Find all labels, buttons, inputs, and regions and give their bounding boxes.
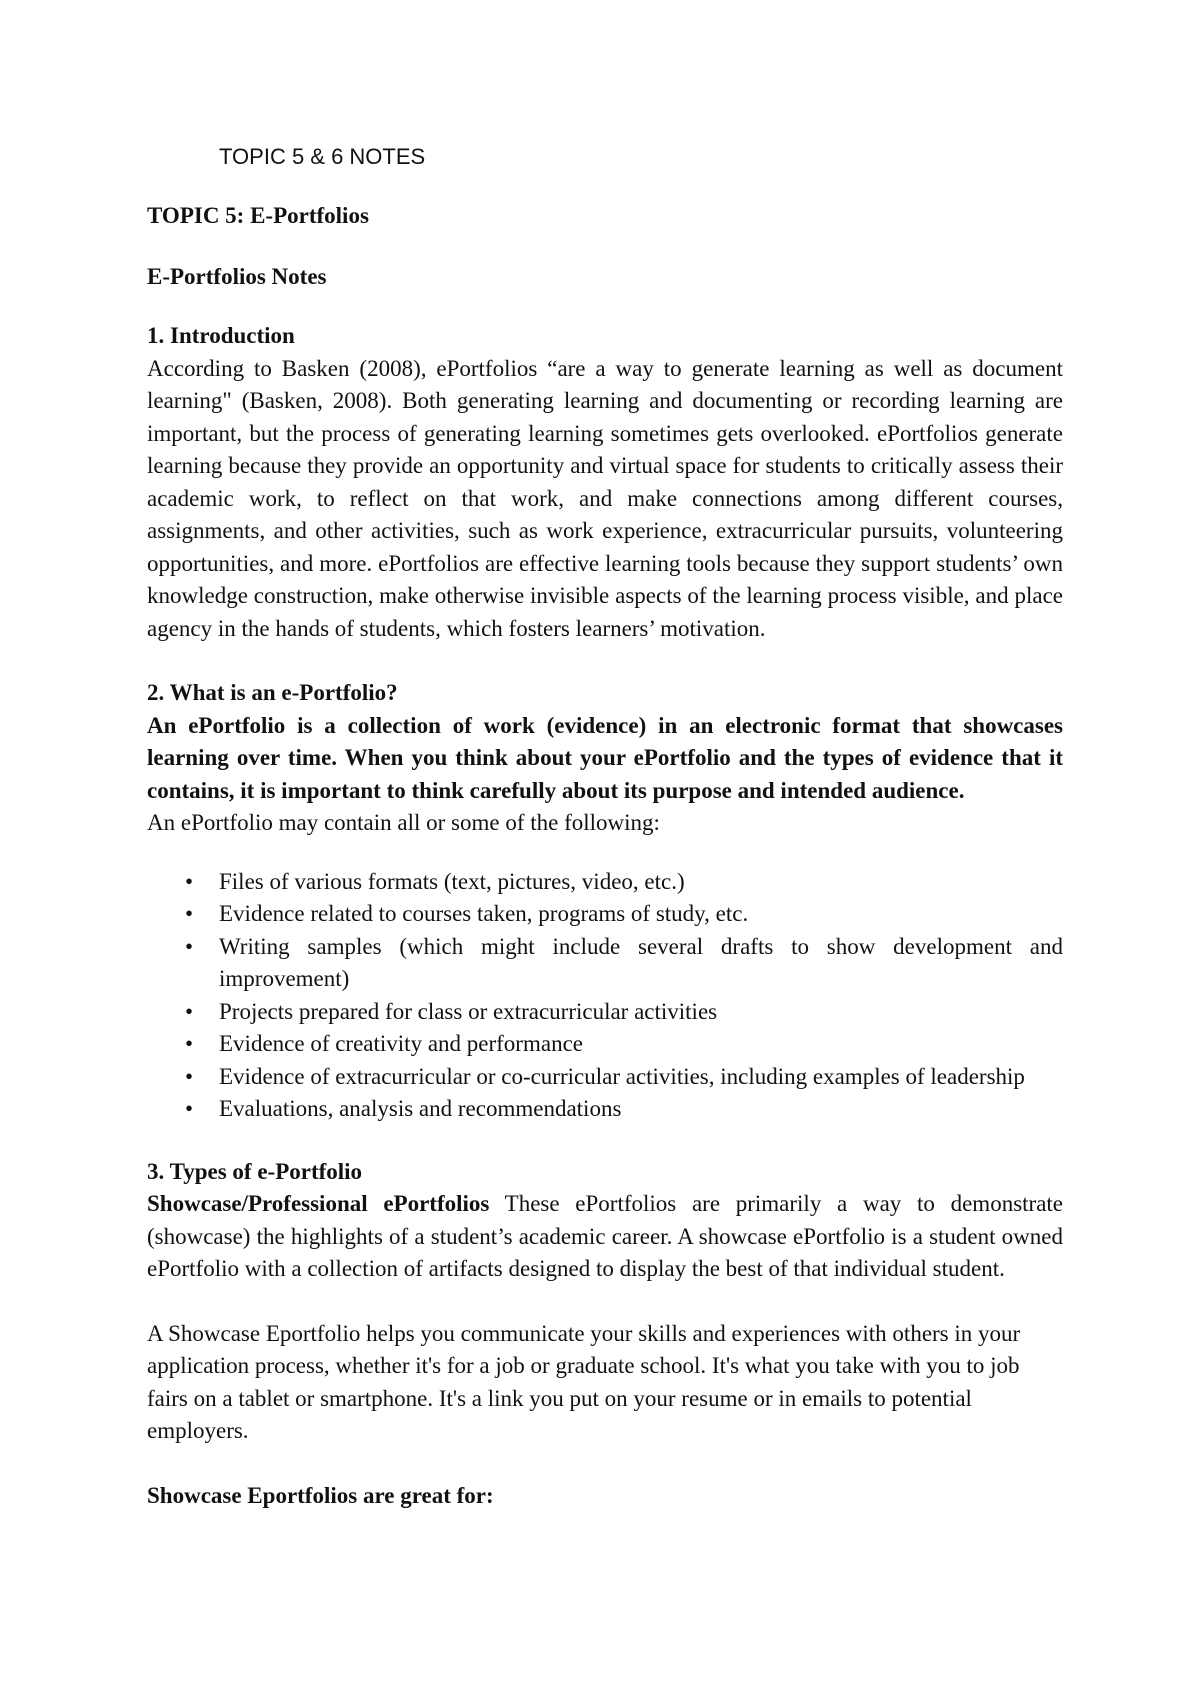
list-item-text: Files of various formats (text, pictures, video, etc.) <box>219 868 685 894</box>
bullet-icon: • <box>185 1096 194 1121</box>
contents-intro: An ePortfolio may contain all or some of the following: <box>147 810 660 835</box>
list-item-text: Evidence of creativity and performance <box>219 1031 583 1056</box>
list-item-text: Evidence related to courses taken, programs of study, etc. <box>219 901 749 926</box>
bullet-icon: • <box>185 998 194 1024</box>
list-item <box>147 1028 1063 1061</box>
bullet-icon: • <box>185 1031 194 1056</box>
document-content <box>147 142 1063 1512</box>
showcase-great-for-heading: Showcase Eportfolios are great for: <box>147 1482 494 1508</box>
list-item-text: Evidence of extracurricular or co-curricular activities, including examples of leadership <box>219 1063 1025 1089</box>
list-item <box>147 931 1063 996</box>
list-item <box>147 866 1063 899</box>
definition-paragraph: An ePortfolio is a collection of work (evidence) in an electronic format that showcases learning over time. When you think about your ePortfolio and the types of evidence that it contains, it is important to think carefully about its purpose and intended audience. <box>147 712 1063 803</box>
showcase-label: Showcase/Professional ePortfolios <box>147 1191 490 1216</box>
list-item <box>147 996 1063 1029</box>
list-item-text: Writing samples (which might include several drafts to show development and improvement) <box>219 933 1063 991</box>
section-types-heading: 3. Types of e-Portfolio <box>147 1158 363 1184</box>
showcase-communicate-paragraph: A Showcase Eportfolio helps you communicate your skills and experiences with others in your application process, whether it's for a job or graduate school. It's what you take with you to job fairs on a tablet or smartphone. It's a link you put on your resume or in emails to potential employers. <box>147 1320 1021 1443</box>
notes-heading: E-Portfolios Notes <box>147 263 327 289</box>
bullet-icon: • <box>185 933 194 959</box>
list-item <box>147 898 1063 931</box>
showcase-body: These ePortfolios are primarily a way to demonstrate (showcase) the highlights of a student’s academic career. A showcase ePortfolio is a student owned ePortfolio with a collection of artifacts designed to display the best of that individual student. <box>147 1191 1063 1281</box>
topic-heading: TOPIC 5: E-Portfolios <box>147 203 369 228</box>
document-header: TOPIC 5 & 6 NOTES <box>219 144 426 169</box>
showcase-paragraph <box>147 1188 1063 1286</box>
list-item-text: Projects prepared for class or extracurricular activities <box>219 998 718 1024</box>
contents-list <box>147 866 1063 1126</box>
list-item <box>147 1093 1063 1126</box>
bullet-icon: • <box>185 868 194 894</box>
section-what-is-heading: 2. What is an e-Portfolio? <box>147 680 398 705</box>
bullet-icon: • <box>185 901 194 926</box>
list-item <box>147 1061 1063 1094</box>
bullet-icon: • <box>185 1063 194 1089</box>
introduction-paragraph: According to Basken (2008), ePortfolios “are a way to generate learning as well as document learning" (Basken, 2008). Both generating learning and documenting or recording learning are important, but the process of generating learning sometimes gets overlooked. ePortfolios generate learning because they provide an opportunity and virtual space for students to critically assess their academic work, to reflect on that work, and make connections among different courses, assignments, and other activities, such as work experience, extracurricular pursuits, volunteering opportunities, and more. ePortfolios are effective learning tools because they support students’ own knowledge construction, make otherwise invisible aspects of the learning process visible, and place agency in the hands of students, which fosters learners’ motivation. <box>147 355 1063 641</box>
section-introduction-heading: 1. Introduction <box>147 323 295 348</box>
list-item-text: Evaluations, analysis and recommendations <box>219 1096 622 1121</box>
